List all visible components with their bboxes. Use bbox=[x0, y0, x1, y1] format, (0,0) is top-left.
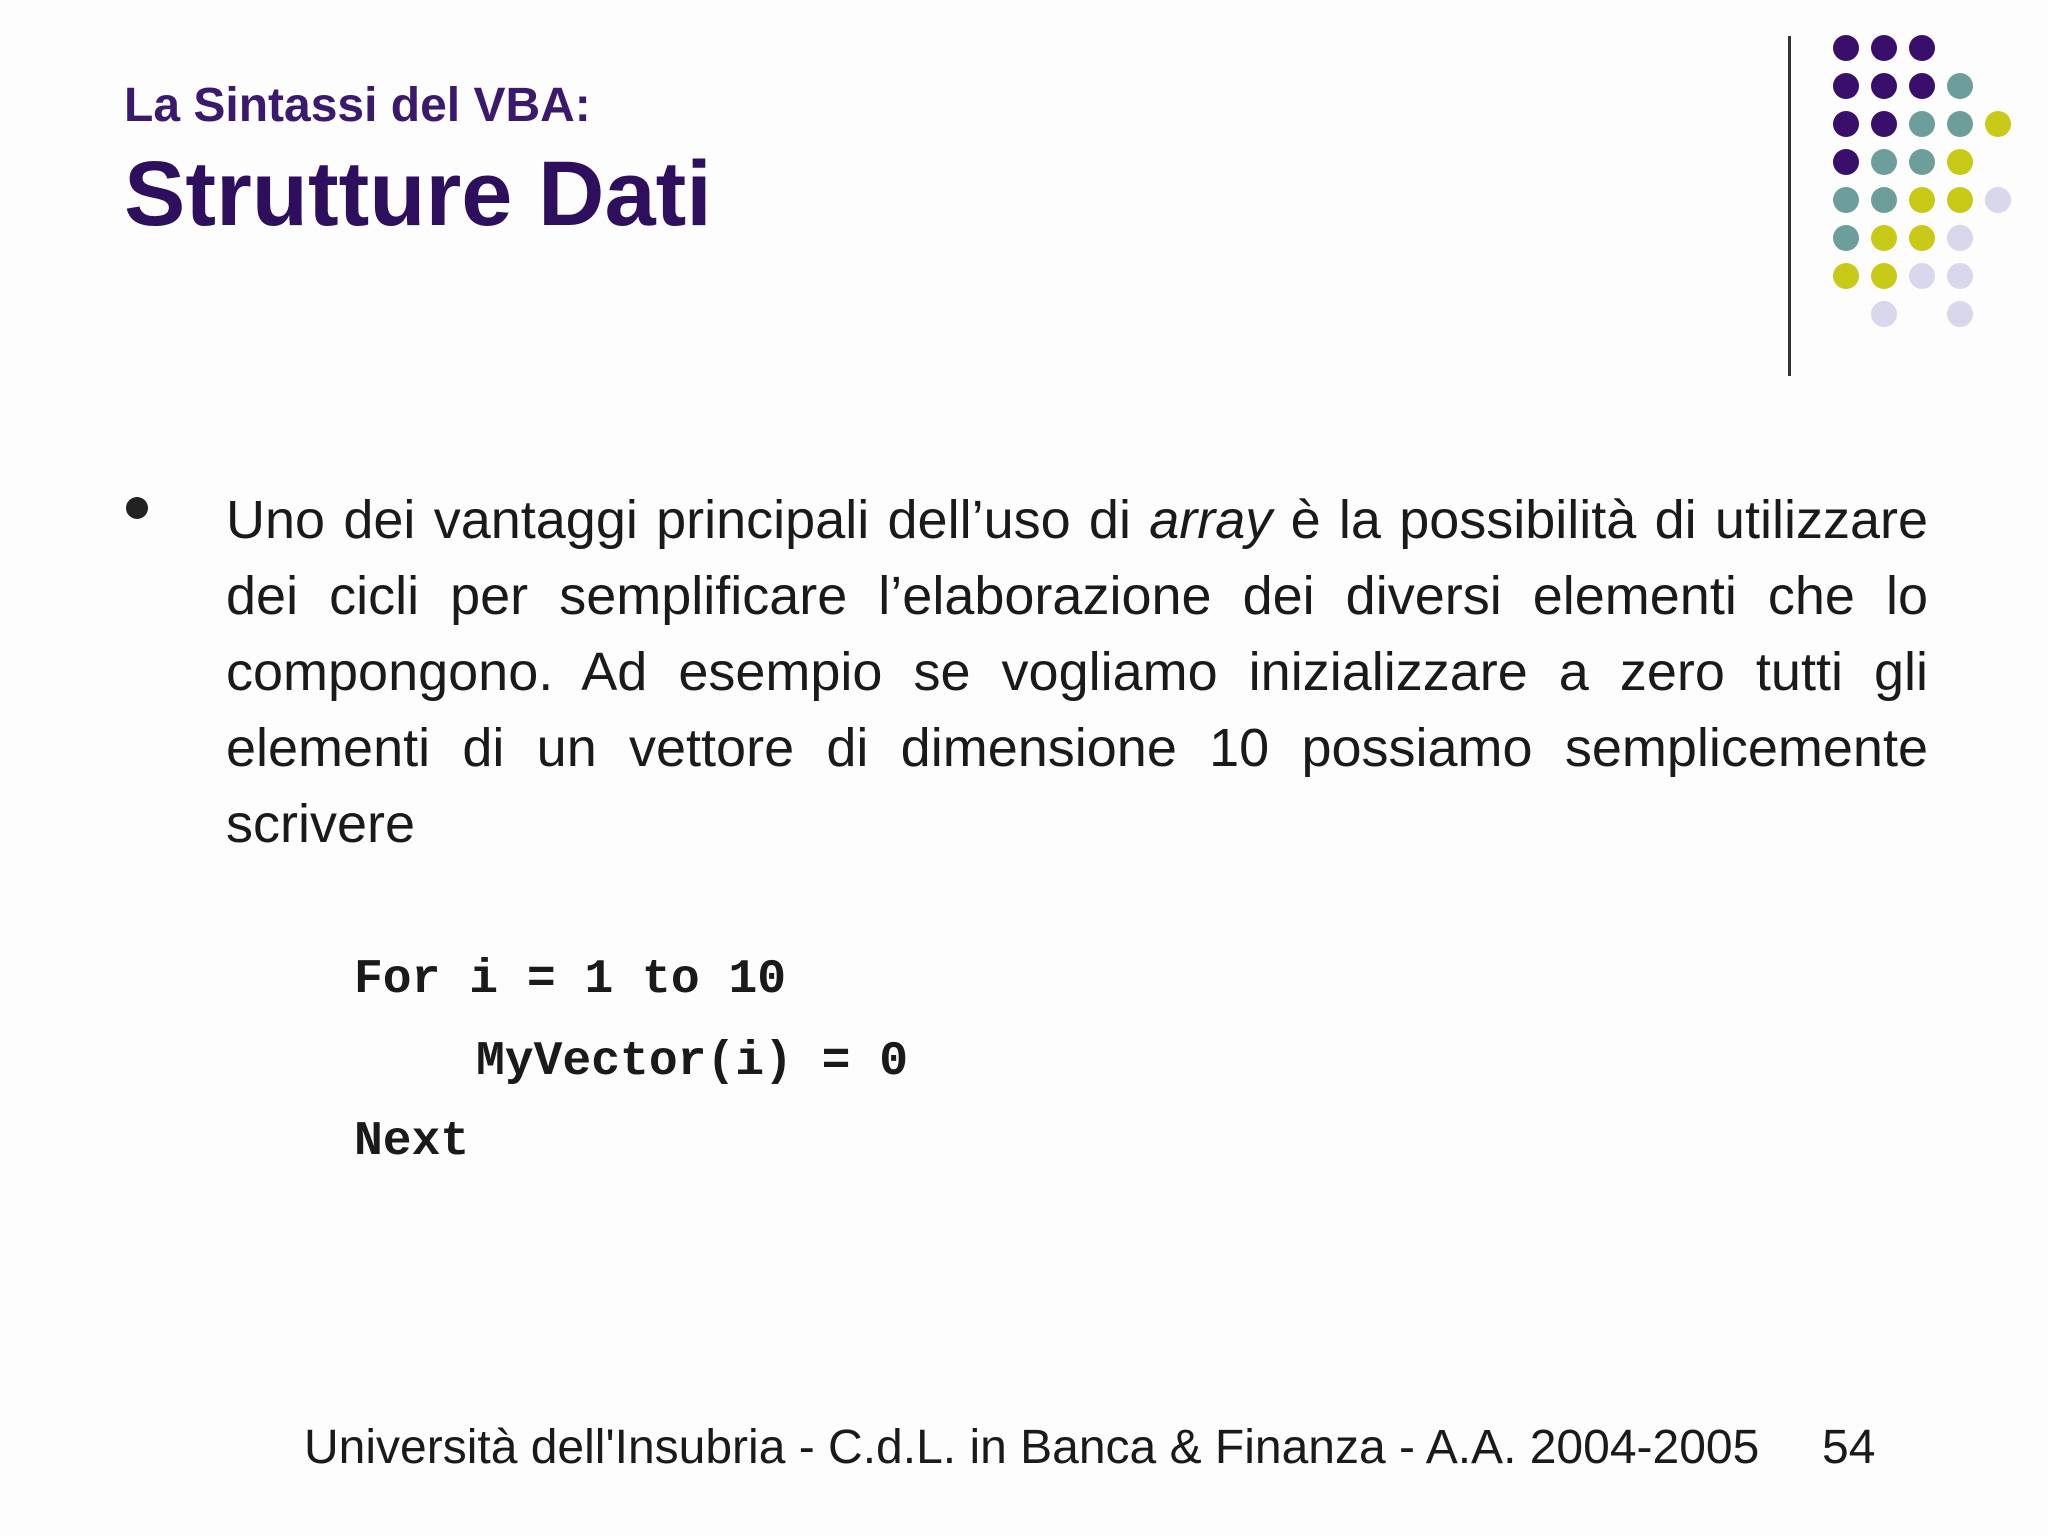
dot-purple bbox=[1833, 111, 1859, 137]
page-number: 54 bbox=[1822, 1421, 1876, 1474]
dot-lime bbox=[1833, 263, 1859, 289]
dot-lime bbox=[1985, 111, 2011, 137]
dot-teal bbox=[1833, 225, 1859, 251]
dot-lime bbox=[1947, 149, 1973, 175]
dot-lavender bbox=[1947, 225, 1973, 251]
dot-teal bbox=[1871, 187, 1897, 213]
dot-lavender bbox=[1985, 187, 2011, 213]
bullet-paragraph bbox=[226, 482, 1928, 862]
dot-purple bbox=[1909, 73, 1935, 99]
dot-purple bbox=[1871, 73, 1897, 99]
slide-title: Strutture Dati bbox=[124, 143, 712, 245]
bullet-marker bbox=[126, 497, 148, 519]
dot-purple bbox=[1909, 35, 1935, 61]
dot-teal bbox=[1947, 111, 1973, 137]
dot-teal bbox=[1947, 73, 1973, 99]
bullet-text-before: Uno dei vantaggi principali dell’uso di bbox=[226, 490, 1150, 550]
dot-purple bbox=[1833, 35, 1859, 61]
dot-lavender bbox=[1947, 301, 1973, 327]
dot-lime bbox=[1871, 263, 1897, 289]
dot-teal bbox=[1833, 187, 1859, 213]
bullet-text-after: è la possibilità di utilizzare dei cicli per semplificare l’elaborazione dei diversi elementi che lo compongono. Ad esempio se vogliamo inizializzare a zero tutti gli elementi di un vettore di dimensione 10 possiamo semplicemente scrivere bbox=[226, 490, 1928, 854]
slide-footer: Università dell'Insubria - C.d.L. in Banca & Finanza - A.A. 2004-2005 bbox=[304, 1421, 1760, 1474]
dot-purple bbox=[1833, 73, 1859, 99]
dot-teal bbox=[1909, 149, 1935, 175]
code-line-3: Next bbox=[354, 1115, 470, 1169]
code-line-2: MyVector(i) = 0 bbox=[476, 1035, 909, 1089]
dot-lavender bbox=[1871, 301, 1897, 327]
decorative-dot-grid bbox=[0, 0, 2048, 400]
dot-lavender bbox=[1947, 263, 1973, 289]
dot-teal bbox=[1871, 149, 1897, 175]
dot-lime bbox=[1909, 187, 1935, 213]
dot-lime bbox=[1947, 187, 1973, 213]
bullet-emphasis: array bbox=[1149, 490, 1273, 550]
dot-lime bbox=[1871, 225, 1897, 251]
dot-purple bbox=[1833, 149, 1859, 175]
dot-teal bbox=[1909, 111, 1935, 137]
code-line-1: For i = 1 to 10 bbox=[354, 953, 787, 1007]
dot-purple bbox=[1871, 35, 1897, 61]
dot-lime bbox=[1909, 225, 1935, 251]
slide-subtitle: La Sintassi del VBA: bbox=[124, 79, 591, 132]
dot-purple bbox=[1871, 111, 1897, 137]
dot-lavender bbox=[1909, 263, 1935, 289]
